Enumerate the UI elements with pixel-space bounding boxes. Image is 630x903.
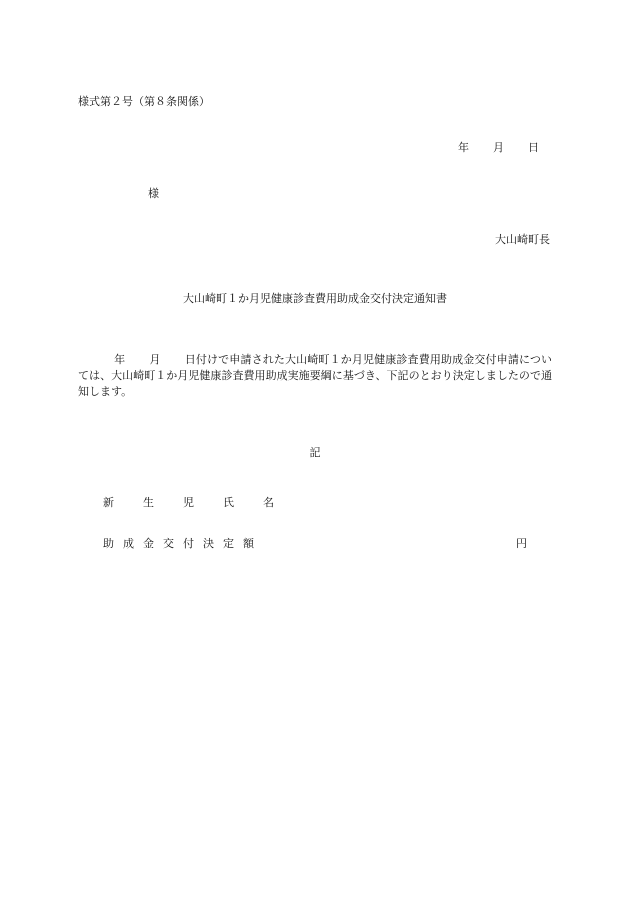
ki-heading: 記 bbox=[309, 446, 321, 459]
date-line bbox=[458, 142, 539, 153]
document-title: 大山崎町１か月児健康診査費用助成金交付決定通知書 bbox=[183, 292, 447, 305]
date-year-label: 年 bbox=[458, 141, 469, 154]
date-day-label: 日 bbox=[528, 141, 539, 154]
body-year-label: 年 bbox=[114, 353, 126, 366]
body-paragraph bbox=[78, 352, 552, 400]
label-char: 助 bbox=[103, 537, 114, 550]
label-char: 交 bbox=[163, 537, 174, 550]
recipient-suffix: 様 bbox=[148, 187, 159, 200]
label-char: 付 bbox=[183, 537, 194, 550]
label-char: 名 bbox=[263, 496, 274, 509]
label-char: 生 bbox=[143, 496, 154, 509]
label-char: 新 bbox=[103, 496, 114, 509]
label-char: 成 bbox=[123, 537, 134, 550]
label-char: 氏 bbox=[223, 496, 234, 509]
issuer-name: 大山崎町長 bbox=[495, 233, 550, 246]
label-char: 金 bbox=[143, 537, 154, 550]
body-month-label: 月 bbox=[149, 353, 161, 366]
label-char: 定 bbox=[223, 537, 234, 550]
label-char: 額 bbox=[243, 537, 254, 550]
date-month-label: 月 bbox=[493, 141, 504, 154]
currency-unit: 円 bbox=[516, 537, 527, 550]
newborn-name-label bbox=[103, 497, 274, 508]
body-text: 日付けで申請された大山崎町１か月児健康診査費用助成金交付申請については、大山崎町１か月児健康診査費用助成実施要綱に基づき、下記のとおり決定しましたので通知します。 bbox=[78, 353, 553, 398]
grant-amount-label bbox=[103, 538, 254, 549]
form-number: 様式第２号（第８条関係） bbox=[78, 95, 210, 108]
label-char: 決 bbox=[203, 537, 214, 550]
label-char: 児 bbox=[183, 496, 194, 509]
